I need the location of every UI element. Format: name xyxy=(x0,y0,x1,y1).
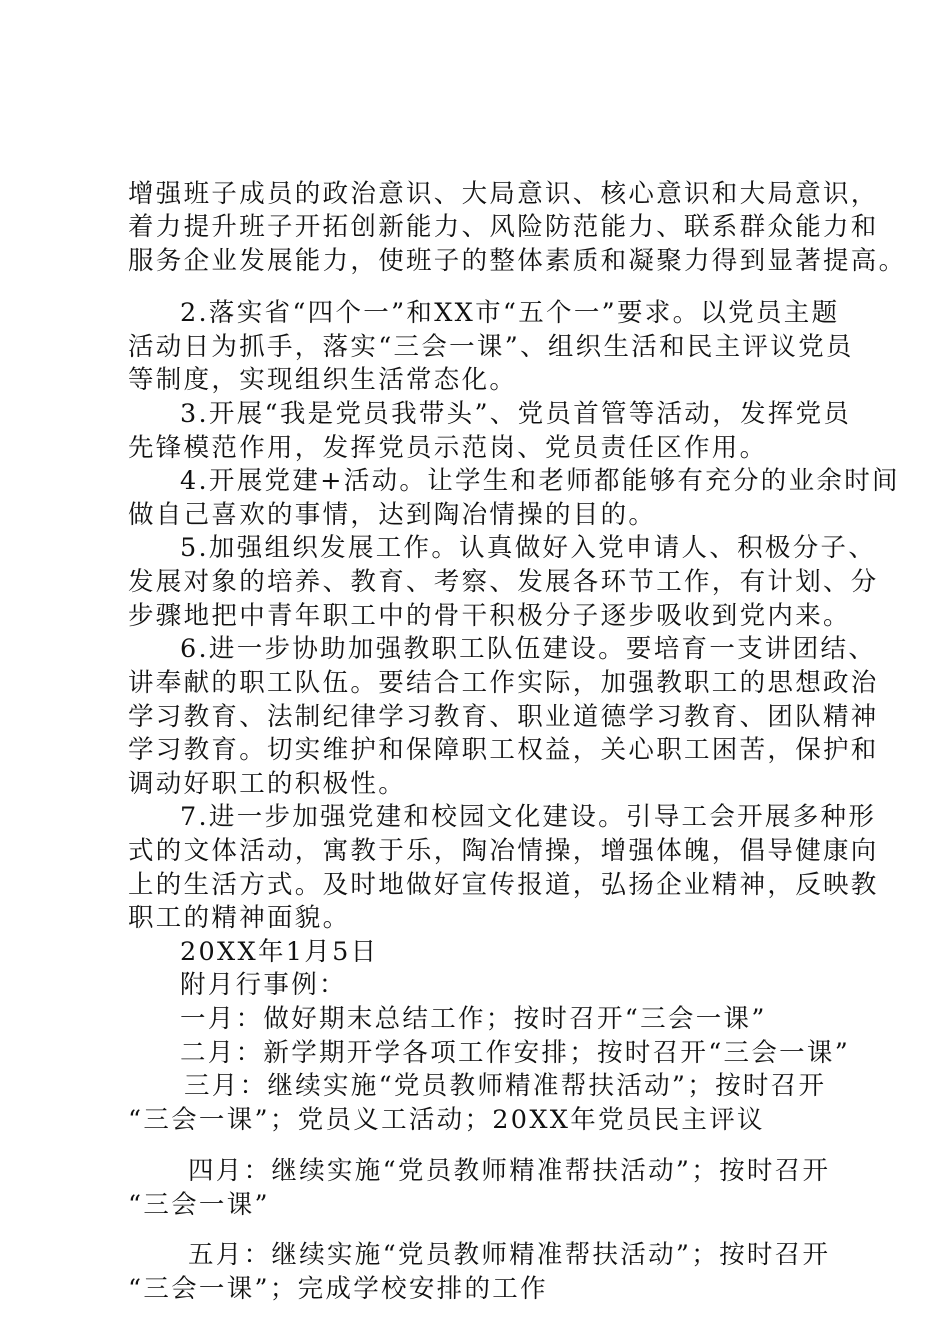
text-line: 服务企业发展能力，使班子的整体素质和凝聚力得到显著提高。 xyxy=(128,246,907,276)
text-line: 增强班子成员的政治意识、大局意识、核心意识和大局意识， xyxy=(128,179,879,209)
text-line: 附月行事例： xyxy=(180,970,347,1000)
text-line: 上的生活方式。及时地做好宣传报道，弘扬企业精神，反映教 xyxy=(128,870,879,900)
text-line: 三月：继续实施“党员教师精准帮扶活动”；按时召开 xyxy=(184,1071,827,1101)
text-line: 一月：做好期末总结工作；按时召开“三会一课” xyxy=(180,1004,767,1034)
text-line: 6.进一步协助加强教职工队伍建设。要培育一支讲团结、 xyxy=(180,634,877,664)
text-line: 二月：新学期开学各项工作安排；按时召开“三会一课” xyxy=(180,1038,851,1068)
text-line: 7.进一步加强党建和校园文化建设。引导工会开展多种形 xyxy=(180,802,877,832)
text-line: 等制度，实现组织生活常态化。 xyxy=(128,365,518,395)
text-line: 职工的精神面貌。 xyxy=(128,903,351,933)
text-line: 先锋模范作用，发挥党员示范岗、党员责任区作用。 xyxy=(128,433,768,463)
text-line: 四月：继续实施“党员教师精准帮扶活动”；按时召开 xyxy=(188,1156,831,1186)
text-line: 式的文体活动，寓教于乐，陶冶情操，增强体魄，倡导健康向 xyxy=(128,836,879,866)
text-line: “三会一课” xyxy=(128,1190,270,1220)
text-line: “三会一课”；党员义工活动；20XX年党员民主评议 xyxy=(128,1105,765,1135)
text-line: 做自己喜欢的事情，达到陶冶情操的目的。 xyxy=(128,500,657,530)
text-line: 4.开展党建+活动。让学生和老师都能够有充分的业余时间 xyxy=(180,466,900,496)
text-line: 调动好职工的积极性。 xyxy=(128,769,407,799)
text-line: 学习教育。切实维护和保障职工权益，关心职工困苦，保护和 xyxy=(128,735,879,765)
text-line: 3.开展“我是党员我带头”、党员首管等活动，发挥党员 xyxy=(180,399,852,429)
text-line: 步骤地把中青年职工中的骨干积极分子逐步吸收到党内来。 xyxy=(128,601,851,631)
text-line: 活动日为抓手，落实“三会一课”、组织生活和民主评议党员 xyxy=(128,332,854,362)
text-line: 5.加强组织发展工作。认真做好入党申请人、积极分子、 xyxy=(180,533,877,563)
text-line: 五月：继续实施“党员教师精准帮扶活动”；按时召开 xyxy=(188,1240,831,1270)
text-line: 着力提升班子开拓创新能力、风险防范能力、联系群众能力和 xyxy=(128,212,879,242)
text-line: 学习教育、法制纪律学习教育、职业道德学习教育、团队精神 xyxy=(128,702,879,732)
text-line: 发展对象的培养、教育、考察、发展各环节工作，有计划、分 xyxy=(128,567,879,597)
text-line: 讲奉献的职工队伍。要结合工作实际，加强教职工的思想政治 xyxy=(128,668,879,698)
text-line: 2.落实省“四个一”和XX市“五个一”要求。以党员主题 xyxy=(180,298,840,328)
date-line: 20XX年1月5日 xyxy=(180,937,379,967)
text-line: “三会一课”；完成学校安排的工作 xyxy=(128,1274,548,1304)
